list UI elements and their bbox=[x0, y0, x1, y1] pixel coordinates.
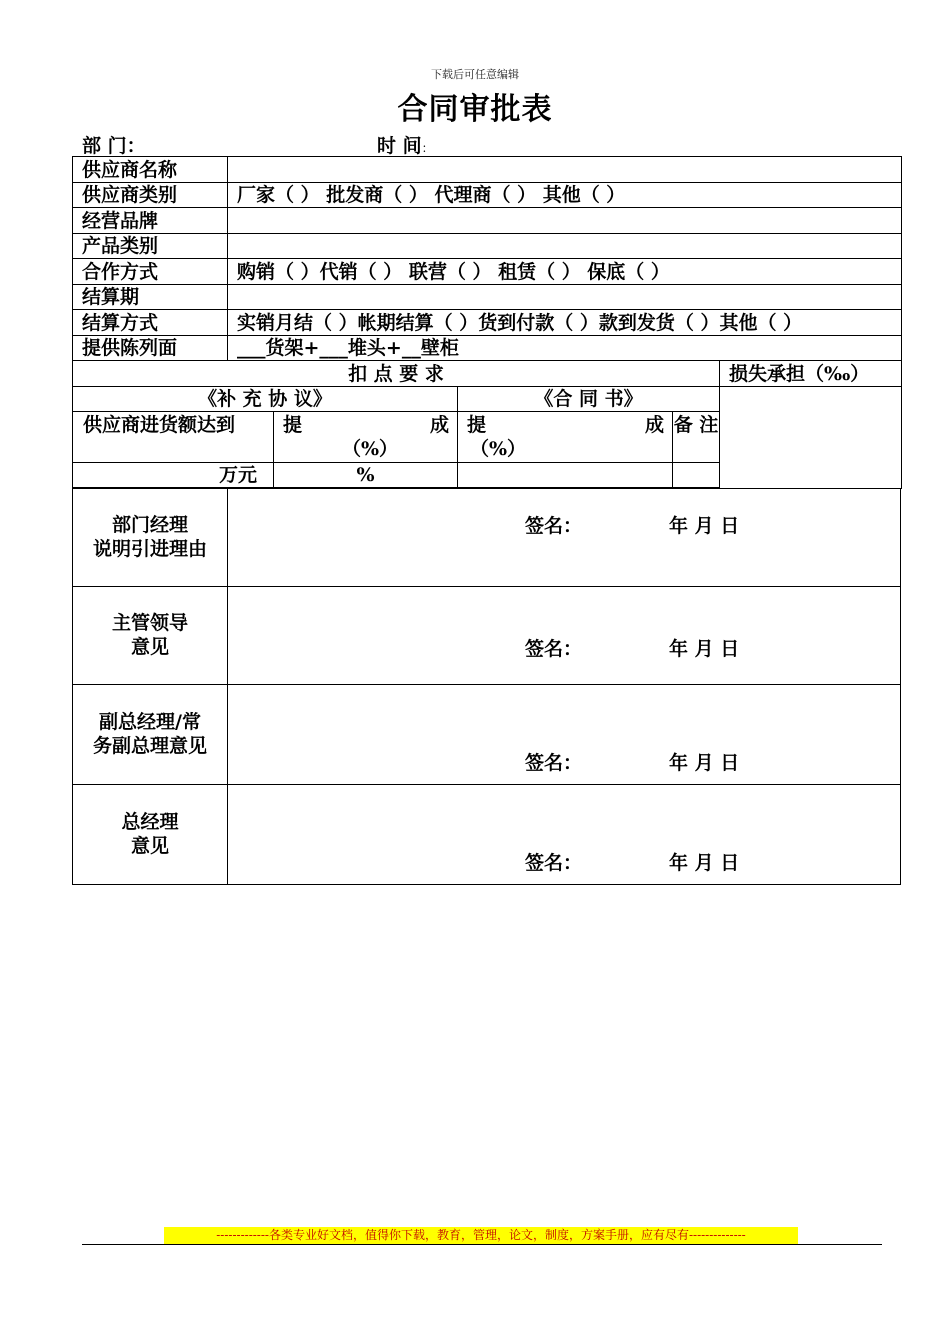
supplier-name-field[interactable] bbox=[228, 157, 902, 183]
opinion-label: 副总经理/常 务副总理意见 bbox=[73, 684, 228, 784]
commission-char-a: 提 bbox=[467, 414, 487, 436]
purchase-reach-label: 供应商进货额达到 bbox=[73, 412, 274, 463]
opinion-row-dept-manager bbox=[73, 488, 901, 586]
row-agreement-headers bbox=[73, 387, 902, 412]
loss-value-cell[interactable] bbox=[720, 387, 902, 489]
percent-unit: （%） bbox=[470, 438, 527, 460]
form-table bbox=[72, 156, 902, 489]
opinion-field-deputy-gm[interactable] bbox=[228, 684, 901, 784]
wan-yuan-field[interactable]: 万元 bbox=[73, 463, 274, 488]
department-label: 部 门： bbox=[82, 135, 146, 157]
row-cooperation bbox=[73, 259, 902, 285]
row-label: 结算期 bbox=[73, 285, 228, 310]
brand-field[interactable] bbox=[228, 208, 902, 234]
row-label: 供应商类别 bbox=[73, 183, 228, 208]
opinion-table bbox=[72, 488, 901, 885]
row-label: 合作方式 bbox=[73, 259, 228, 285]
top-note: 下载后可任意编辑 bbox=[431, 68, 519, 81]
opinion-label: 部门经理 说明引进理由 bbox=[73, 488, 228, 586]
cooperation-field[interactable]: 购销（ ）代销（ ） 联营（ ） 租赁（ ） 保底（ ） bbox=[228, 259, 902, 285]
footer-divider bbox=[82, 1244, 882, 1245]
time-colon: ： bbox=[421, 141, 434, 155]
date-label: 年 月 日 bbox=[669, 637, 740, 660]
row-label: 提供陈列面 bbox=[73, 336, 228, 361]
contract-commission-field[interactable] bbox=[458, 463, 673, 488]
row-label: 经营品牌 bbox=[73, 208, 228, 234]
date-label: 年 月 日 bbox=[669, 751, 740, 774]
signature-label: 签名： bbox=[525, 751, 583, 774]
footer-banner: -------------各类专业好文档，值得你下载，教育，管理，论文，制度，方案手册，应有尽有-------------- bbox=[164, 1227, 798, 1244]
opinion-field-dept-manager[interactable] bbox=[228, 488, 901, 586]
row-supplier-name bbox=[73, 157, 902, 183]
opinion-label: 主管领导 意见 bbox=[73, 586, 228, 684]
settlement-period-field[interactable] bbox=[228, 285, 902, 310]
opinion-row-deputy-gm bbox=[73, 684, 901, 784]
row-settlement-method bbox=[73, 310, 902, 336]
signature-label: 签名： bbox=[525, 514, 583, 537]
row-display bbox=[73, 336, 902, 361]
loss-header: 损失承担（‰） bbox=[720, 361, 902, 387]
opinion-label: 总经理 意见 bbox=[73, 784, 228, 884]
percent-unit: （%） bbox=[341, 438, 399, 460]
settlement-method-field[interactable]: 实销月结（ ）帐期结算（ ）货到付款（ ）款到发货（ ）其他（ ） bbox=[228, 310, 902, 336]
row-label: 结算方式 bbox=[73, 310, 228, 336]
display-field[interactable]: ___货架+___堆头+__壁柜 bbox=[228, 336, 902, 361]
remark-header: 备 注 bbox=[673, 412, 720, 463]
product-category-field[interactable] bbox=[228, 234, 902, 259]
time-label-wrap bbox=[377, 131, 434, 158]
opinion-row-supervisor bbox=[73, 586, 901, 684]
signature-label: 签名： bbox=[525, 851, 583, 874]
approval-form bbox=[72, 156, 901, 883]
row-label: 产品类别 bbox=[73, 234, 228, 259]
commission-percent-field[interactable]: % bbox=[274, 463, 458, 488]
row-supplier-type bbox=[73, 183, 902, 208]
opinion-field-gm[interactable] bbox=[228, 784, 901, 884]
time-label: 时 间 bbox=[377, 135, 422, 157]
row-product-category bbox=[73, 234, 902, 259]
opinion-row-gm bbox=[73, 784, 901, 884]
row-label: 供应商名称 bbox=[73, 157, 228, 183]
date-label: 年 月 日 bbox=[669, 514, 740, 537]
signature-label: 签名： bbox=[525, 637, 583, 660]
commission-char-b: 成 bbox=[429, 414, 449, 436]
row-brand bbox=[73, 208, 902, 234]
supplier-type-field[interactable]: 厂家（ ） 批发商（ ） 代理商（ ） 其他（ ） bbox=[228, 183, 902, 208]
row-settlement-period bbox=[73, 285, 902, 310]
supplement-agreement-header: 《补 充 协 议》 bbox=[73, 387, 458, 412]
contract-header: 《合 同 书》 bbox=[458, 387, 720, 412]
commission-char-b: 成 bbox=[644, 414, 664, 436]
deduction-header: 扣 点 要 求 bbox=[73, 361, 720, 387]
commission-header-2 bbox=[458, 412, 673, 463]
remark-field[interactable] bbox=[673, 463, 720, 488]
page-title: 合同审批表 bbox=[397, 92, 553, 127]
commission-char-a: 提 bbox=[283, 414, 303, 436]
row-deduction-header bbox=[73, 361, 902, 387]
date-label: 年 月 日 bbox=[669, 851, 740, 874]
commission-header-1 bbox=[274, 412, 458, 463]
opinion-field-supervisor[interactable] bbox=[228, 586, 901, 684]
